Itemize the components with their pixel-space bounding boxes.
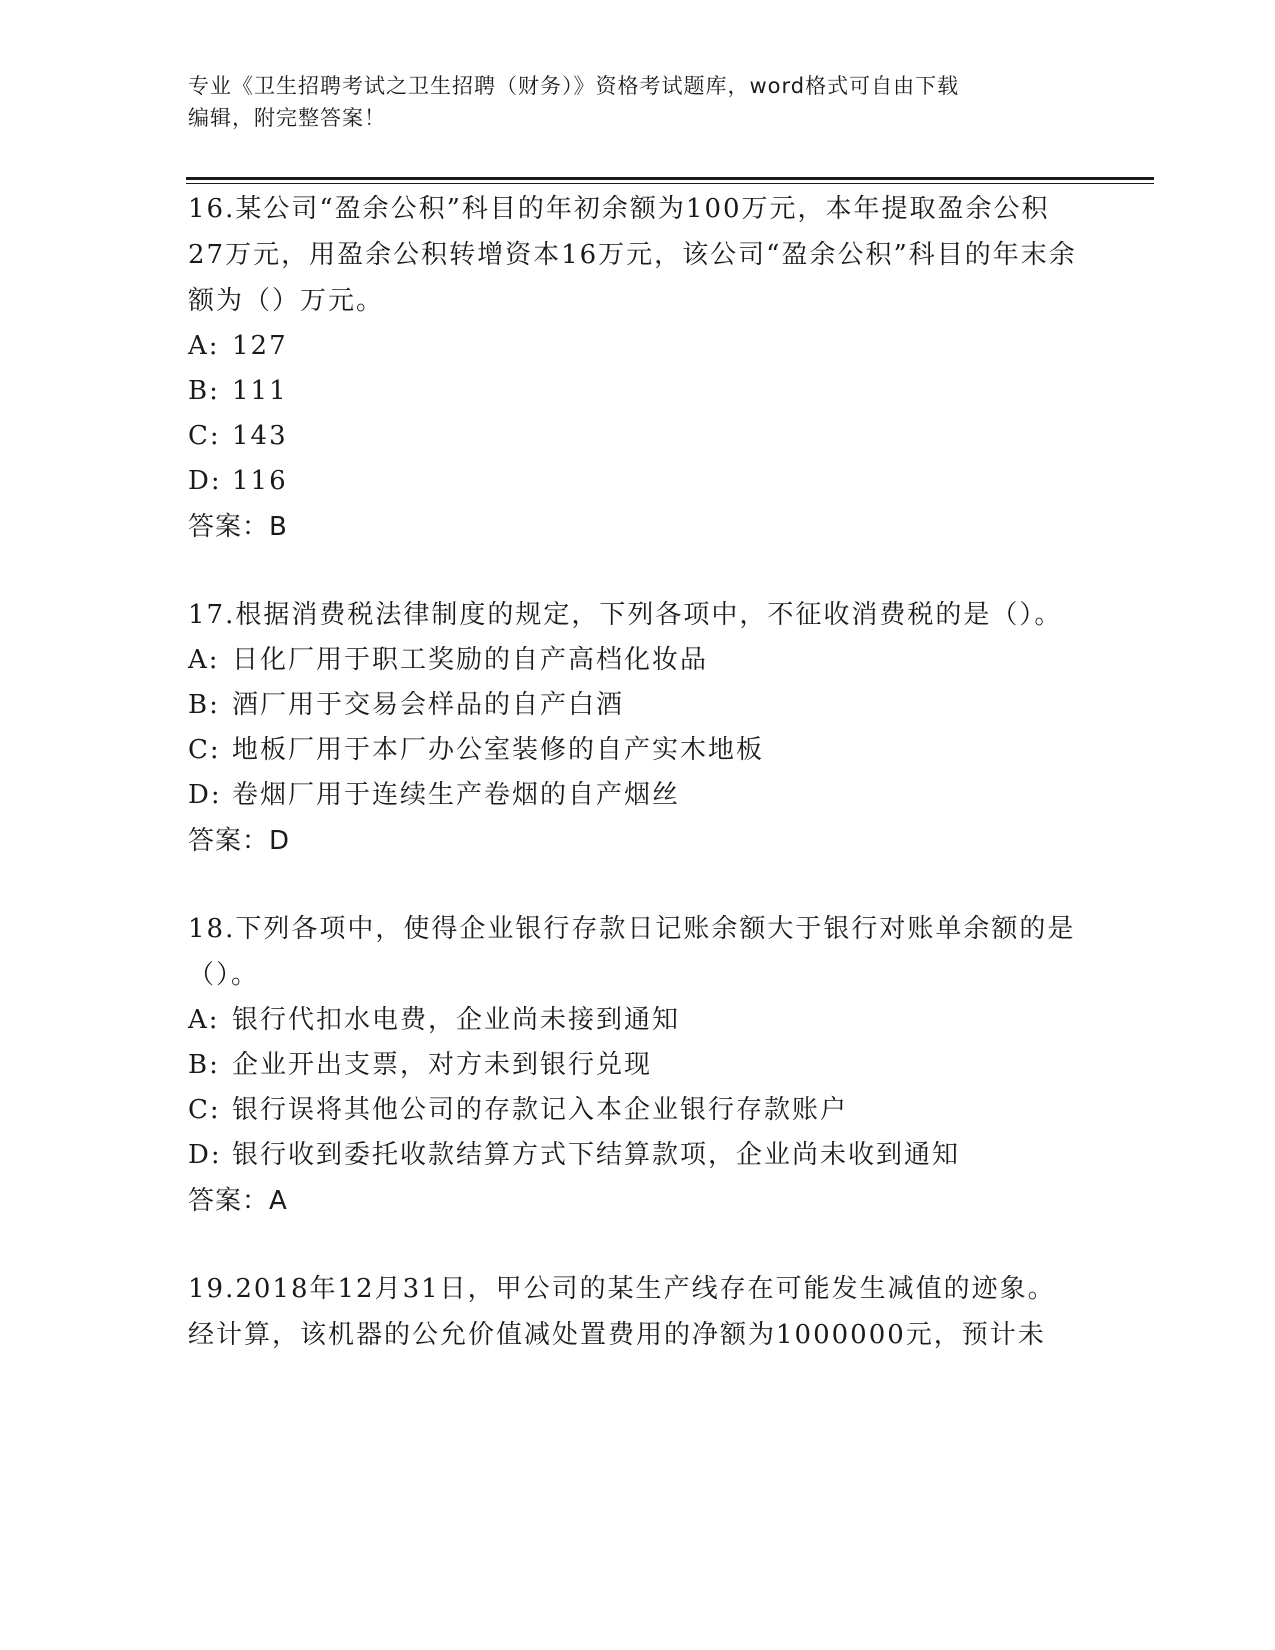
option-letter: A:: [188, 1005, 220, 1035]
question-16: [188, 186, 1078, 550]
question-18: [188, 906, 1078, 1224]
option-text: 143: [232, 421, 288, 451]
header-divider-thick: [186, 177, 1154, 180]
option-letter: C:: [188, 421, 221, 451]
option-letter: C:: [188, 735, 221, 765]
option-d: [188, 773, 1078, 818]
option-text: 116: [232, 466, 288, 496]
option-text: 银行收到委托收款结算方式下结算款项，企业尚未收到通知: [232, 1140, 961, 1170]
option-a: [188, 324, 1078, 369]
option-text: 日化厂用于职工奖励的自产高档化妆品: [232, 645, 709, 675]
option-letter: A:: [188, 645, 220, 675]
option-letter: D:: [188, 1140, 222, 1170]
option-text: 企业开出支票，对方未到银行兑现: [232, 1050, 653, 1080]
header-divider-thin: [186, 183, 1154, 184]
header-line-2: 编辑，附完整答案！: [188, 106, 386, 130]
question-17: [188, 592, 1078, 864]
option-text: 酒厂用于交易会样品的自产白酒: [232, 690, 625, 720]
question-text: 17.根据消费税法律制度的规定，下列各项中，不征收消费税的是（）。: [188, 600, 1063, 630]
option-c: [188, 728, 1078, 773]
option-text: 银行误将其他公司的存款记入本企业银行存款账户: [232, 1095, 849, 1125]
document-header: [188, 70, 1068, 134]
option-d: [188, 459, 1078, 504]
option-b: [188, 683, 1078, 728]
option-letter: B:: [188, 1050, 220, 1080]
question-19: [188, 1266, 1078, 1358]
answer-label: 答案：B: [188, 512, 288, 542]
answer-label: 答案：D: [188, 826, 291, 856]
question-text: 18.下列各项中，使得企业银行存款日记账余额大于银行对账单余额的是（）。: [188, 914, 1076, 990]
option-c: [188, 414, 1078, 459]
answer-label: 答案：A: [188, 1186, 288, 1216]
option-letter: C:: [188, 1095, 221, 1125]
option-c: [188, 1088, 1078, 1133]
question-text: 19.2018年12月31日，甲公司的某生产线存在可能发生减值的迹象。经计算，该机器的公允价值减处置费用的净额为1000000元，预计未: [188, 1274, 1056, 1350]
option-letter: B:: [188, 690, 220, 720]
option-b: [188, 369, 1078, 414]
question-text: 16.某公司“盈余公积”科目的年初余额为100万元，本年提取盈余公积27万元，用盈余公积转增资本16万元，该公司“盈余公积”科目的年末余额为（）万元。: [188, 194, 1077, 316]
option-b: [188, 1043, 1078, 1088]
option-text: 地板厂用于本厂办公室装修的自产实木地板: [232, 735, 765, 765]
option-text: 127: [232, 331, 288, 361]
option-a: [188, 998, 1078, 1043]
option-text: 卷烟厂用于连续生产卷烟的自产烟丝: [232, 780, 681, 810]
option-letter: A:: [188, 331, 220, 361]
header-line-1: 专业《卫生招聘考试之卫生招聘（财务）》资格考试题库，word格式可自由下载: [188, 74, 960, 98]
option-a: [188, 638, 1078, 683]
option-text: 111: [232, 376, 288, 406]
option-text: 银行代扣水电费，企业尚未接到通知: [232, 1005, 681, 1035]
option-letter: D:: [188, 466, 222, 496]
option-letter: B:: [188, 376, 220, 406]
option-d: [188, 1133, 1078, 1178]
option-letter: D:: [188, 780, 222, 810]
question-list: [188, 186, 1078, 1400]
